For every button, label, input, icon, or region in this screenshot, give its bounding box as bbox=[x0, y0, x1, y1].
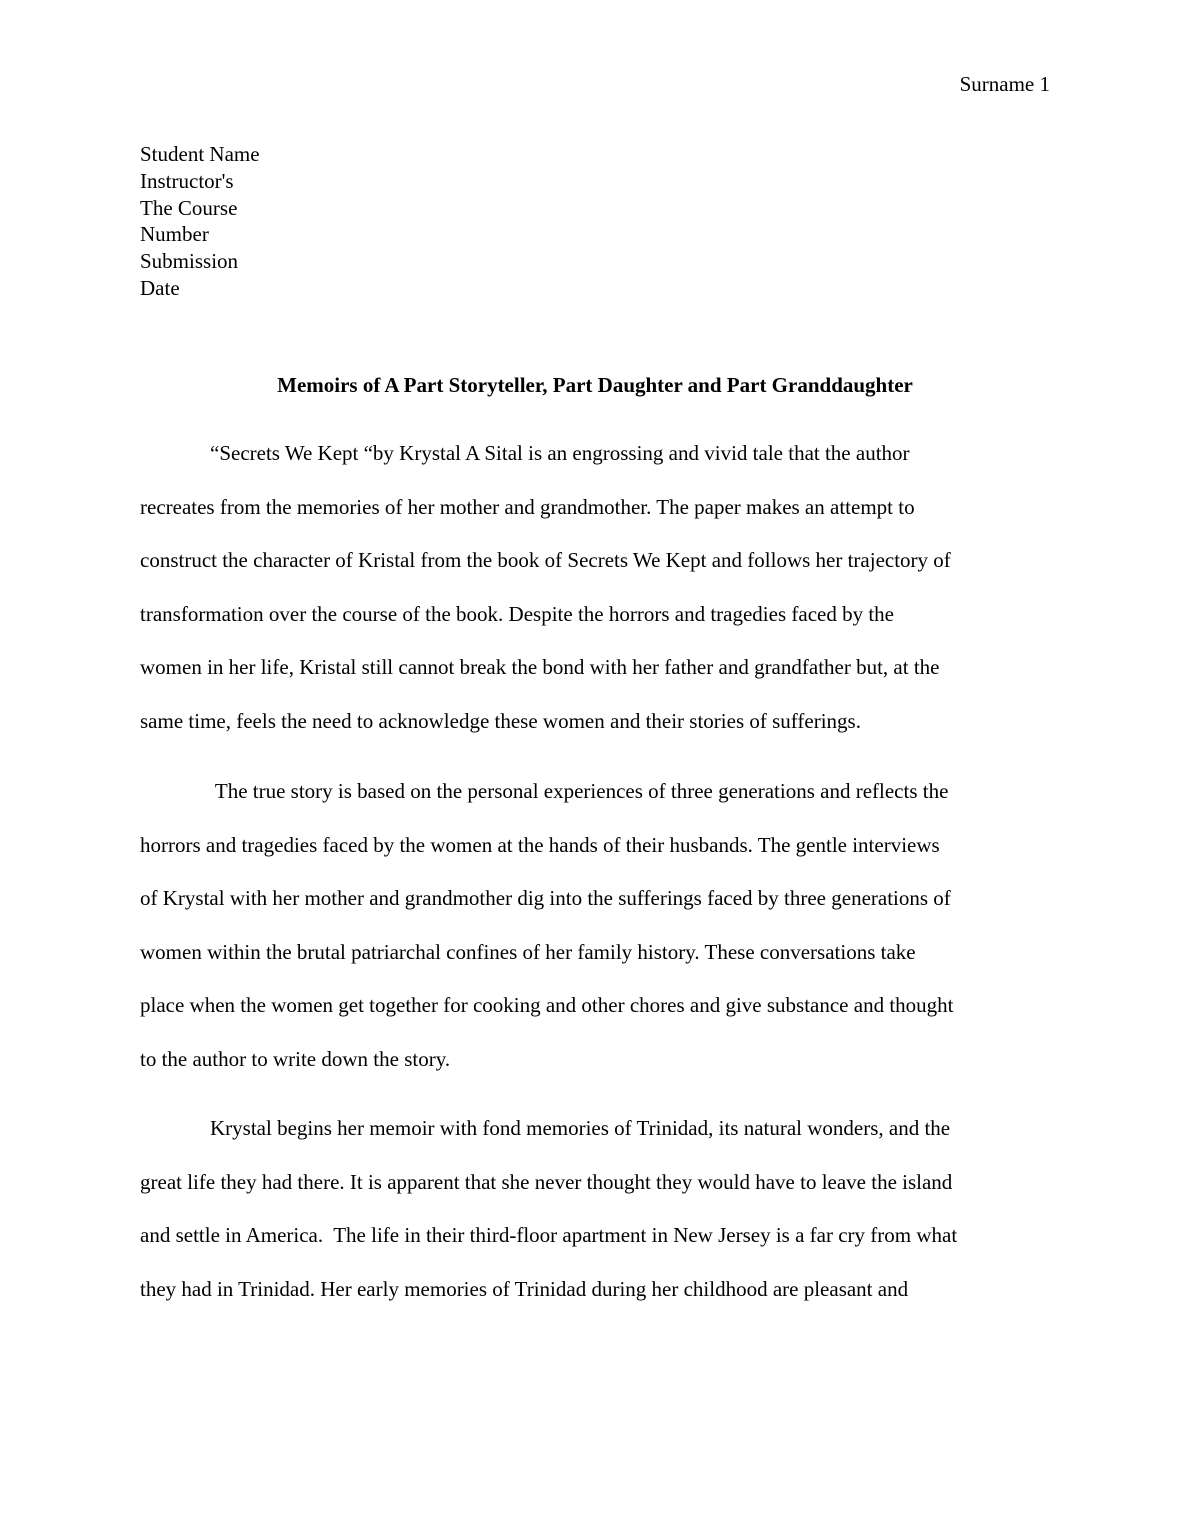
paragraph-line: Krystal begins her memoir with fond memories of Trinidad, its natural wonders, and the bbox=[210, 1116, 951, 1140]
paragraph-line: horrors and tragedies faced by the women at the hands of their husbands. The gentle interviews bbox=[140, 832, 940, 857]
paragraph-line: and settle in America. The life in their third-floor apartment in New Jersey is a far cry from what bbox=[140, 1223, 958, 1248]
running-head: Surname 1 bbox=[959, 72, 1050, 96]
header-line-student-name: Student Name bbox=[140, 142, 260, 166]
header-line-date: Date bbox=[140, 275, 180, 300]
paragraph-line: recreates from the memories of her mother and grandmother. The paper makes an attempt to bbox=[140, 494, 915, 519]
student-info-block bbox=[140, 141, 260, 302]
essay-title: Memoirs of A Part Storyteller, Part Daughter and Part Granddaughter bbox=[277, 373, 913, 397]
header-line-submission: Submission bbox=[140, 249, 239, 274]
paragraph-3 bbox=[140, 1102, 1050, 1316]
header-line-instructor: Instructor's bbox=[140, 168, 234, 193]
paragraph-line: women in her life, Kristal still cannot break the bond with her father and grandfather but, at the bbox=[140, 655, 940, 680]
paragraph-line: construct the character of Kristal from the book of Secrets We Kept and follows her trajectory of bbox=[140, 548, 951, 573]
paragraph-2 bbox=[140, 765, 1050, 1087]
paragraph-line: great life they had there. It is apparent that she never thought they would have to leave the island bbox=[140, 1169, 953, 1194]
paragraph-line: women within the brutal patriarchal confines of her family history. These conversations take bbox=[140, 939, 916, 964]
paragraph-line: of Krystal with her mother and grandmother dig into the sufferings faced by three generations of bbox=[140, 886, 951, 911]
header-line-number: Number bbox=[140, 222, 209, 247]
paragraph-line: place when the women get together for cooking and other chores and give substance and thought bbox=[140, 993, 954, 1018]
paragraph-line: they had in Trinidad. Her early memories of Trinidad during her childhood are pleasant and bbox=[140, 1276, 909, 1301]
paragraph-1 bbox=[140, 427, 1050, 749]
paragraph-line: The true story is based on the personal experiences of three generations and reflects the bbox=[210, 779, 949, 803]
paragraph-line: transformation over the course of the book. Despite the horrors and tragedies faced by the bbox=[140, 601, 894, 626]
header-line-course: The Course bbox=[140, 195, 238, 220]
paragraph-line: same time, feels the need to acknowledge these women and their stories of sufferings. bbox=[140, 708, 861, 733]
paragraph-line: “Secrets We Kept “by Krystal A Sital is an engrossing and vivid tale that the author bbox=[210, 441, 910, 465]
paragraph-line: to the author to write down the story. bbox=[140, 1046, 451, 1071]
